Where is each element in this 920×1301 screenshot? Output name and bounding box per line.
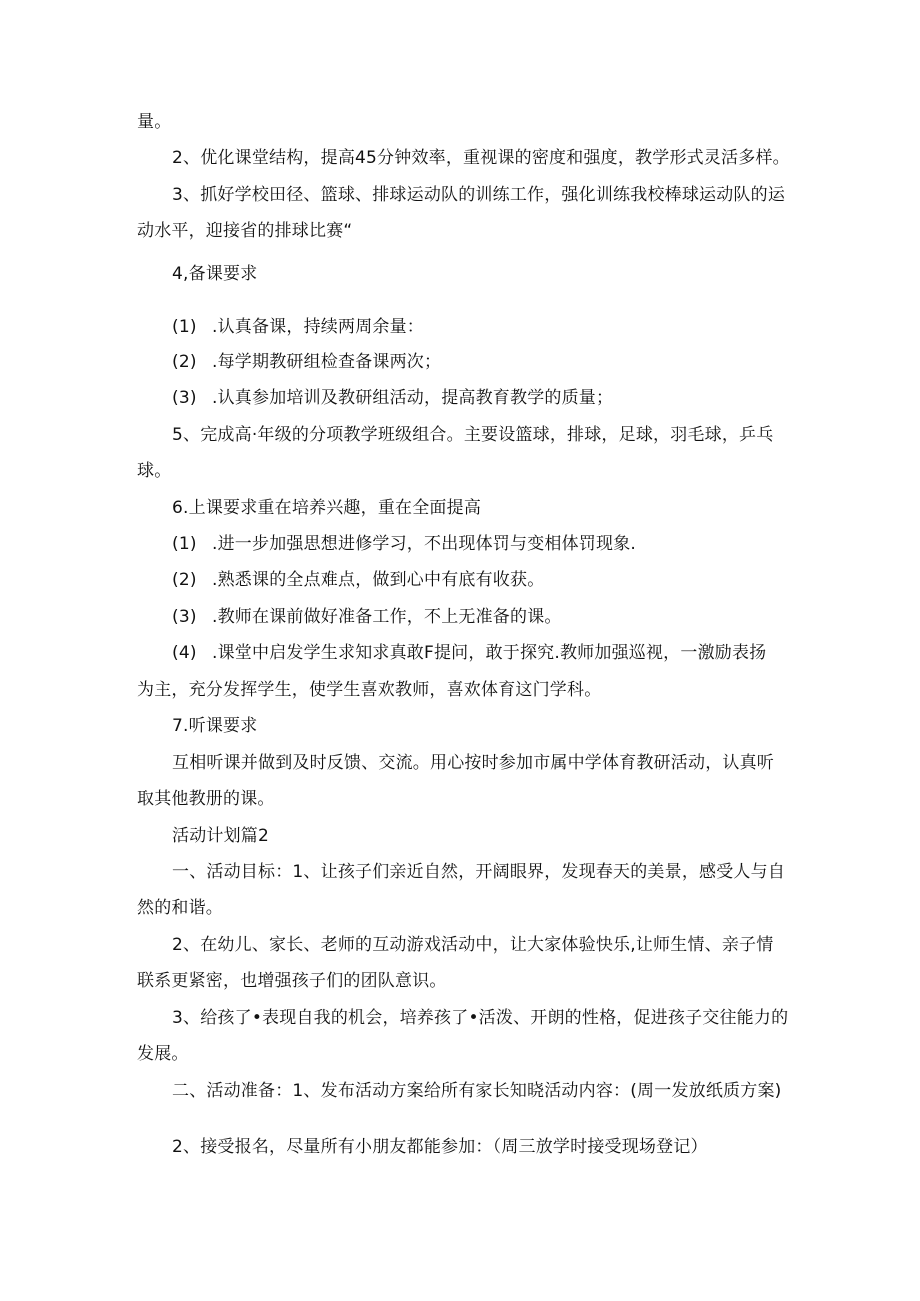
text-line: 量。 <box>137 112 172 132</box>
list-text: .认真参加培训及教研组活动，提高教育教学的质量； <box>212 388 614 408</box>
text-line: 3、抓好学校田径、篮球、排球运动队的训练工作，强化训练我校棒球运动队的运 <box>172 185 786 205</box>
text-line: 球。 <box>137 461 172 481</box>
list-number: (1) <box>172 317 197 337</box>
text-line: 发展。 <box>137 1044 189 1064</box>
list-text: .教师在课前做好准备工作，不上无准备的课。 <box>212 607 562 627</box>
text-line: 2、优化课堂结构，提高45分钟效率，重视课的密度和强度，教学形式灵活多样。 <box>172 148 790 168</box>
text-line: 二、活动准备：1、发布活动方案给所有家长知晓活动内容：(周一发放纸质方案) <box>172 1081 782 1101</box>
list-number: (1) <box>172 534 197 554</box>
section-heading: 7.听课要求 <box>172 716 258 736</box>
text-line: 动水平，迎接省的排球比赛“ <box>137 221 353 241</box>
list-text: .认真备课，持续两周余量： <box>212 317 425 337</box>
section-heading: 4,备课要求 <box>172 264 258 284</box>
text-line: 取其他教册的课。 <box>137 789 275 809</box>
list-item <box>172 641 766 665</box>
list-text: .熟悉课的全点难点，做到心中有底有收获。 <box>212 570 545 590</box>
text-line: 联系更紧密，也增强孩子们的团队意识。 <box>137 971 447 991</box>
section-title: 活动计划篇2 <box>172 826 270 846</box>
list-text: .进一步加强思想进修学习，不出现体罚与变相体罚现象. <box>212 534 637 554</box>
list-item <box>172 350 441 374</box>
list-text: .每学期教研组检查备课两次； <box>212 352 442 372</box>
list-item <box>172 532 636 556</box>
text-line: 3、给孩了•表现自我的机会，培养孩了•活泼、开朗的性格，促进孩子交往能力的 <box>172 1008 789 1028</box>
text-line: 5、完成高·年级的分项教学班级组合。主要设篮球，排球，足球，羽毛球，乒乓 <box>172 425 774 445</box>
text-line: 然的和谐。 <box>137 898 223 918</box>
list-number: (2) <box>172 570 197 590</box>
list-item <box>172 605 562 629</box>
text-line: 2、接受报名，尽量所有小朋友都能参加：（周三放学时接受现场登记） <box>172 1137 708 1157</box>
text-line: 一、活动目标：1、让孩子们亲近自然，开阔眼界，发现春天的美景，感受人与自 <box>172 862 786 882</box>
section-heading: 6.上课要求重在培养兴趣，重在全面提高 <box>172 498 482 518</box>
list-number: (2) <box>172 352 197 372</box>
list-item <box>172 315 424 339</box>
list-text: .课堂中启发学生求知求真敢F提问，敢于探究.教师加强巡视，一激励表扬 <box>212 643 767 663</box>
list-number: (3) <box>172 607 197 627</box>
text-line: 为主，充分发挥学生，使学生喜欢教师，喜欢体育这门学科。 <box>137 680 602 700</box>
list-item <box>172 386 613 410</box>
text-line: 互相听课并做到及时反馈、交流。用心按时参加市属中学体育教研活动，认真听 <box>172 753 774 773</box>
list-item <box>172 568 544 592</box>
text-line: 2、在幼儿、家长、老师的互动游戏活动中，让大家体验快乐,让师生情、亲子情 <box>172 935 774 955</box>
list-number: (3) <box>172 388 197 408</box>
list-number: (4) <box>172 643 197 663</box>
